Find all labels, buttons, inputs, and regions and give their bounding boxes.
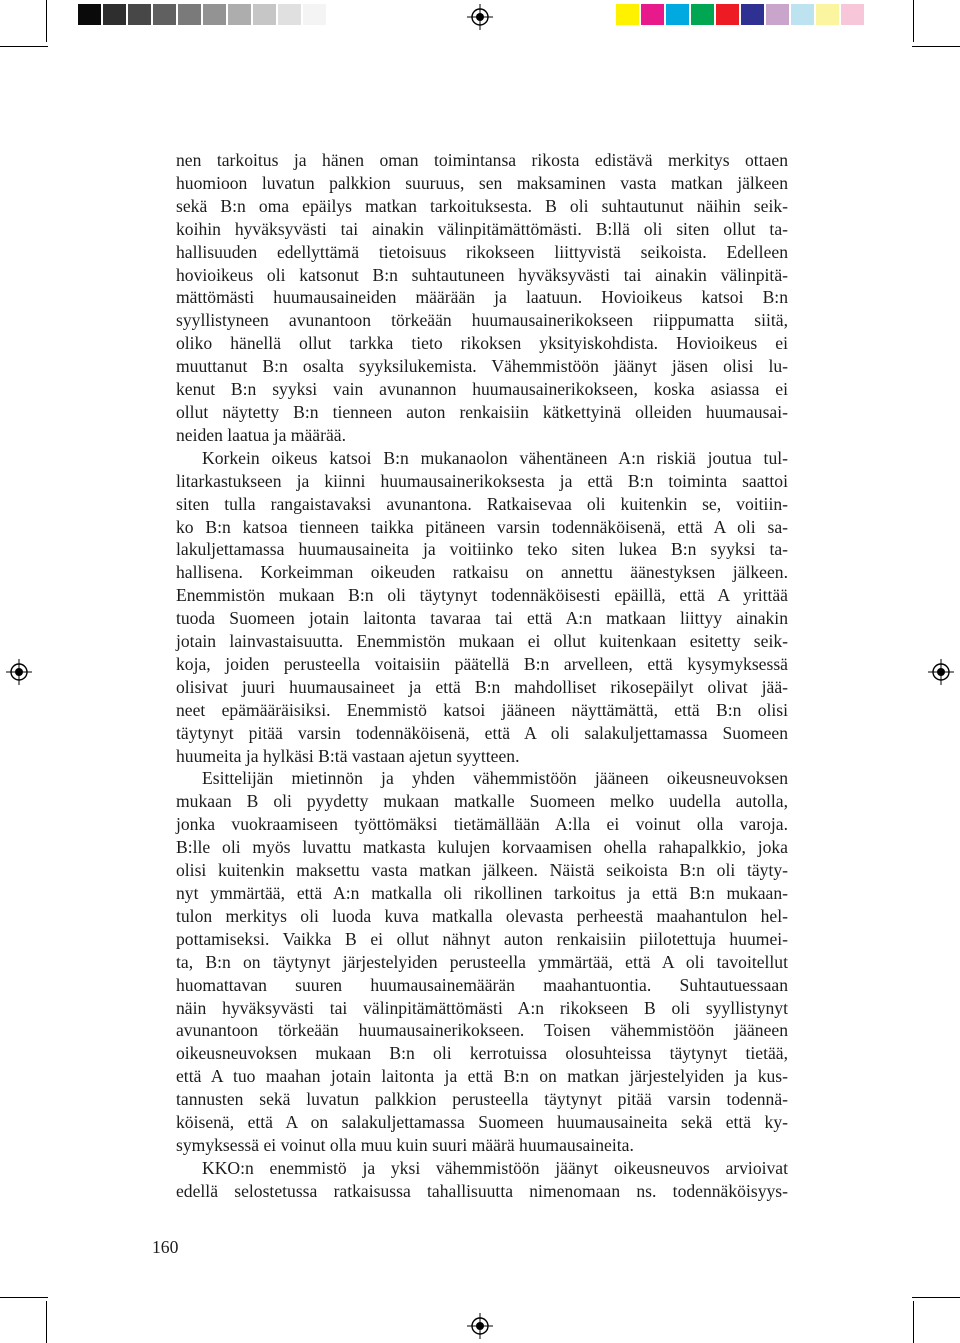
color-swatch: [791, 4, 814, 25]
text-line: B:lle oli myös luvattu matkasta kulujen korvaamisen ohella rahapalkkio, joka: [176, 837, 788, 858]
gray-swatch: [303, 4, 326, 25]
text-line: mukaan B oli pyydetty mukaan matkalle Suomeen melko uudella autolla,: [176, 791, 788, 812]
color-swatch: [816, 4, 839, 25]
crop-mark-bottom-right: [912, 1297, 960, 1298]
text-line: symyksessä ei voinut olla muu kuin suuri määrä huumausaineita.: [176, 1134, 634, 1155]
text-line: olisivat juuri huumausaineet ja että B:n mahdolliset rikosepäilyt olivat jää-: [176, 676, 788, 697]
crop-mark-top-right: [912, 46, 960, 47]
registration-mark-top: [467, 4, 493, 30]
text-line: Korkein oikeus katsoi B:n mukanaolon vähentäneen A:n riskiä joutua tul-: [202, 447, 788, 468]
color-swatch: [691, 4, 714, 25]
body-text: [176, 149, 788, 1203]
text-line: neet epämääräisiksi. Enemmistö katsoi jääneen näyttämättä, että B:n olisi: [176, 699, 788, 720]
text-line: pottamiseksi. Vaikka B ei ollut nähnyt auton renkaisiin piilotettuja huumei-: [176, 928, 788, 949]
text-line: lakuljettamassa huumausaineita ja voitiinko teko siten lukea B:n syyksi ta-: [176, 539, 788, 560]
text-line: koja, joiden perusteella voitaisiin päätellä B:n arvelleen, että kysymyksessä: [176, 653, 788, 674]
gray-swatch: [78, 4, 101, 25]
gray-swatch: [278, 4, 301, 25]
gray-swatch: [128, 4, 151, 25]
gray-swatch: [103, 4, 126, 25]
text-line: täytynyt pitää varsin todennäköisenä, että A oli salakuljettamassa Suomeen: [176, 722, 788, 743]
text-line: edellä selostetussa ratkaisussa tahallisuutta nimenomaan ns. todennäköisyys-: [176, 1180, 788, 1201]
crop-mark-top-left: [0, 46, 48, 47]
text-line: tulon merkitys oli luoda kuva matkalla olevasta perheestä maahantulon hel-: [176, 905, 788, 926]
text-line: että A tuo maahan jotain laitonta ja että B:n on matkan järjestelyiden ja kus-: [176, 1066, 788, 1087]
color-swatch: [616, 4, 639, 25]
crop-mark-bottom-right: [913, 1301, 914, 1343]
text-line: muuttanut B:n osalta syyksilukemista. Vähemmistöön jäänyt jäsen olisi lu-: [176, 356, 788, 377]
text-line: hovioikeus oli katsonut B:n suhtautuneen hyväksyvästi tai ainakin välinpitä-: [176, 264, 788, 285]
text-line: Esittelijän mietinnön ja yhden vähemmistöön jääneen oikeusneuvoksen: [202, 768, 788, 789]
crop-mark-top-left: [46, 0, 47, 42]
text-line: köisenä, että A on salakuljettamassa Suomeen huumausaineita sekä että ky-: [176, 1112, 788, 1133]
gray-swatch: [153, 4, 176, 25]
color-calibration-bar: [616, 4, 866, 25]
crop-mark-bottom-left: [0, 1297, 48, 1298]
color-swatch: [741, 4, 764, 25]
text-line: nyt ymmärtää, että A:n matkalla oli rikollinen tarkoitus ja että B:n mukaan-: [176, 883, 788, 903]
color-swatch: [766, 4, 789, 25]
page-number: 160: [152, 1237, 179, 1257]
text-line: koihin hyväksyvästi tai ainakin välinpitämättömästi. B:llä oli siten ollut ta-: [176, 218, 788, 239]
gray-swatch: [203, 4, 226, 25]
text-line: avunantoon törkeään huumausainerikokseen. Toisen vähemmistöön jääneen: [176, 1020, 788, 1041]
text-line: näin hyväksyvästi tai välinpitämättömästi A:n rikokseen B oli syyllistynyt: [176, 997, 788, 1018]
text-line: oliko hänellä ollut tarkka tieto rikoksen yksityiskohdista. Hovioikeus ei: [176, 333, 788, 354]
color-swatch: [641, 4, 664, 25]
color-swatch: [666, 4, 689, 25]
text-line: jotain lainvastaisuutta. Enemmistön mukaan ei ollut kuitenkaan esitetty seik-: [176, 631, 788, 652]
text-line: KKO:n enemmistö ja yksi vähemmistöön jäänyt oikeusneuvos arvioivat: [202, 1157, 788, 1178]
text-line: oikeusneuvoksen mukaan B:n oli kerrotuissa olosuhteissa täytynyt tietää,: [176, 1043, 788, 1064]
text-line: neiden laatua ja määrää.: [176, 424, 346, 445]
text-line: ta, B:n on täytynyt järjestelyiden perusteella ymmärtää, että A oli tavoitellut: [176, 951, 788, 972]
registration-mark-right: [928, 659, 954, 685]
gray-swatch: [253, 4, 276, 25]
text-line: mättömästi huumausaineiden määrään ja laatuun. Hovioikeus katsoi B:n: [176, 287, 788, 308]
crop-mark-bottom-left: [46, 1301, 47, 1343]
text-line: hallisuuden edellyttämä tietoisuus rikokseen liittyvistä seikoista. Edelleen: [176, 241, 788, 262]
text-line: Enemmistön mukaan B:n oli täytynyt todennäköisesti epäillä, että A yrittää: [176, 585, 788, 606]
text-line: huumeita ja hylkäsi B:tä vastaan ajetun syytteen.: [176, 745, 520, 766]
text-line: nen tarkoitus ja hänen oman toimintansa rikosta edistävä merkitys ottaen: [176, 150, 788, 170]
gray-swatch: [178, 4, 201, 25]
text-line: jonka vuokraamiseen työttömäksi tietämällään A:lla ei voinut olla varoja.: [176, 814, 788, 835]
registration-mark-left: [6, 659, 32, 685]
text-line: sekä B:n oma epäilys matkan tarkoituksesta. B oli suhtautunut näihin seik-: [176, 195, 788, 216]
text-line: hallisena. Korkeimman oikeuden ratkaisu on annettu äänestyksen jälkeen.: [176, 562, 788, 583]
text-line: siten tulla rangaistavaksi avunantona. Ratkaisevaa oli kuitenkin se, voitiin-: [176, 493, 788, 514]
crop-mark-top-right: [913, 0, 914, 42]
grayscale-calibration-bar: [78, 4, 328, 25]
text-line: syyllistyneen avunantoon törkeään huumausainerikokseen riippumatta siitä,: [176, 310, 788, 331]
text-line: ollut näytetty B:n tienneen auton renkaisiin kätkettyinä olleiden huumausai-: [176, 401, 788, 422]
gray-swatch: [228, 4, 251, 25]
text-line: tuoda Suomeen jotain laitonta tavaraa tai että A:n matkaan liittyy ainakin: [176, 608, 788, 629]
text-line: olisi kuitenkin maksettu vasta matkan jälkeen. Näistä seikoista B:n oli täyty-: [176, 860, 788, 881]
text-line: kenut B:n syyksi vain avunannon huumausainerikokseen, koska asiassa ei: [176, 379, 788, 400]
color-swatch: [841, 4, 864, 25]
text-line: huomattavan suuren huumausainemäärän maahantuontia. Suhtautuessaan: [176, 974, 788, 995]
text-line: tannusten sekä luvatun palkkion perusteella täytynyt pitää varsin todennä-: [176, 1089, 788, 1110]
color-swatch: [716, 4, 739, 25]
text-line: litarkastukseen ja kiinni huumausainerikoksesta ja että B:n toiminta saattoi: [176, 470, 788, 491]
text-line: huomioon luvatun palkkion suuruus, sen maksaminen vasta matkan jälkeen: [176, 172, 788, 193]
text-line: ko B:n katsoa tienneen taikka pitäneen varsin todennäköisenä, että A oli sa-: [176, 516, 788, 537]
registration-mark-bottom: [467, 1313, 493, 1339]
